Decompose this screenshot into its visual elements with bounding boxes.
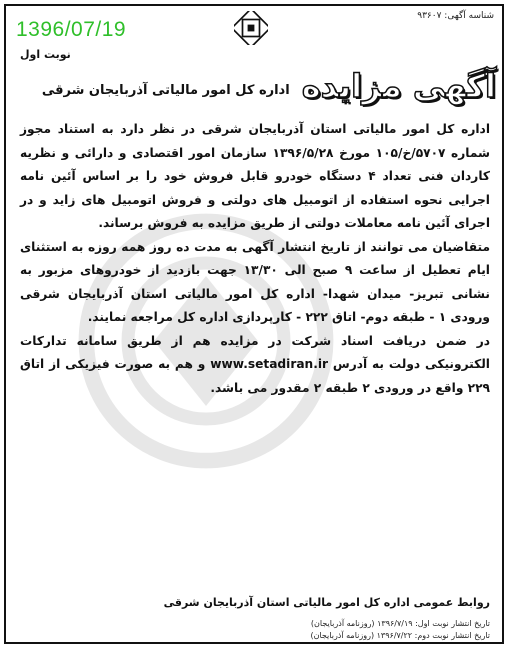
- signature: روابط عمومی اداره کل امور مالیاتی استان آذربایجان شرقی: [163, 596, 490, 609]
- paragraph-2: متقاضیان می توانند از تاریخ انتشار آگهی به مدت ده روز همه روزه به استثنای ایام تعطیل از ساعت ۹ صبح الی ۱۳/۳۰ جهت بازدید از خودروهای مزبور به نشانی تبریز- میدان شهدا- اداره کل امور مالیاتی استان آذربایجان شرقی ورودی ۱ - طبقه دوم- اتاق ۲۲۲ - کارپردازی اداره کل مراجعه نمایند.: [20, 239, 490, 324]
- publication-date-second: تاریخ انتشار نوبت دوم: ۱۳۹۶/۷/۲۲ (روزنامه آذربایجان): [310, 631, 490, 640]
- paragraph-1: اداره کل امور مالیاتی استان آذربایجان شرقی در نظر دارد به استناد مجوز شماره ۵۷۰۷/خ/۱۰۵ مورخ ۱۳۹۶/۵/۲۸ سازمان امور اقتصادی و دارائی و نظریه کاردان فنی تعداد ۴ دستگاه خودرو قابل فروش خود را بر اساس آئین نامه اجرایی نحوه استفاده از اتومبیل های دولتی و فروش اتومبیل های زاید و در اجرای آئین نامه معاملات دولتی از طریق مزایده به فروش برساند.: [20, 122, 490, 230]
- ad-frame: [4, 4, 504, 644]
- paragraph-3: در ضمن دریافت اسناد شرکت در مزایده هم از طریق سامانه تدارکات الکترونیکی دولت به آدرس www.setadiran.ir و هم به صورت فیزیکی از اتاق ۲۲۹ واقع در ورودی ۲ طبقه ۲ مقدور می باشد.: [20, 333, 490, 395]
- ad-header: [12, 54, 496, 105]
- tax-office-emblem-icon: [234, 11, 268, 45]
- publication-turn: نوبت اول: [20, 48, 71, 61]
- ad-organization: اداره کل امور مالیاتی آذربایجان شرقی: [41, 83, 290, 98]
- ad-id: شناسه آگهی: ۹۳۶۰۷: [417, 11, 494, 21]
- publication-dates: [310, 618, 490, 642]
- ad-body: [20, 118, 490, 400]
- date-stamp: 1396/07/19: [16, 18, 127, 41]
- ad-title: آگهی مزایده: [301, 67, 496, 105]
- publication-date-first: تاریخ انتشار نوبت اول: ۱۳۹۶/۷/۱۹ (روزنامه آذربایجان): [310, 619, 490, 628]
